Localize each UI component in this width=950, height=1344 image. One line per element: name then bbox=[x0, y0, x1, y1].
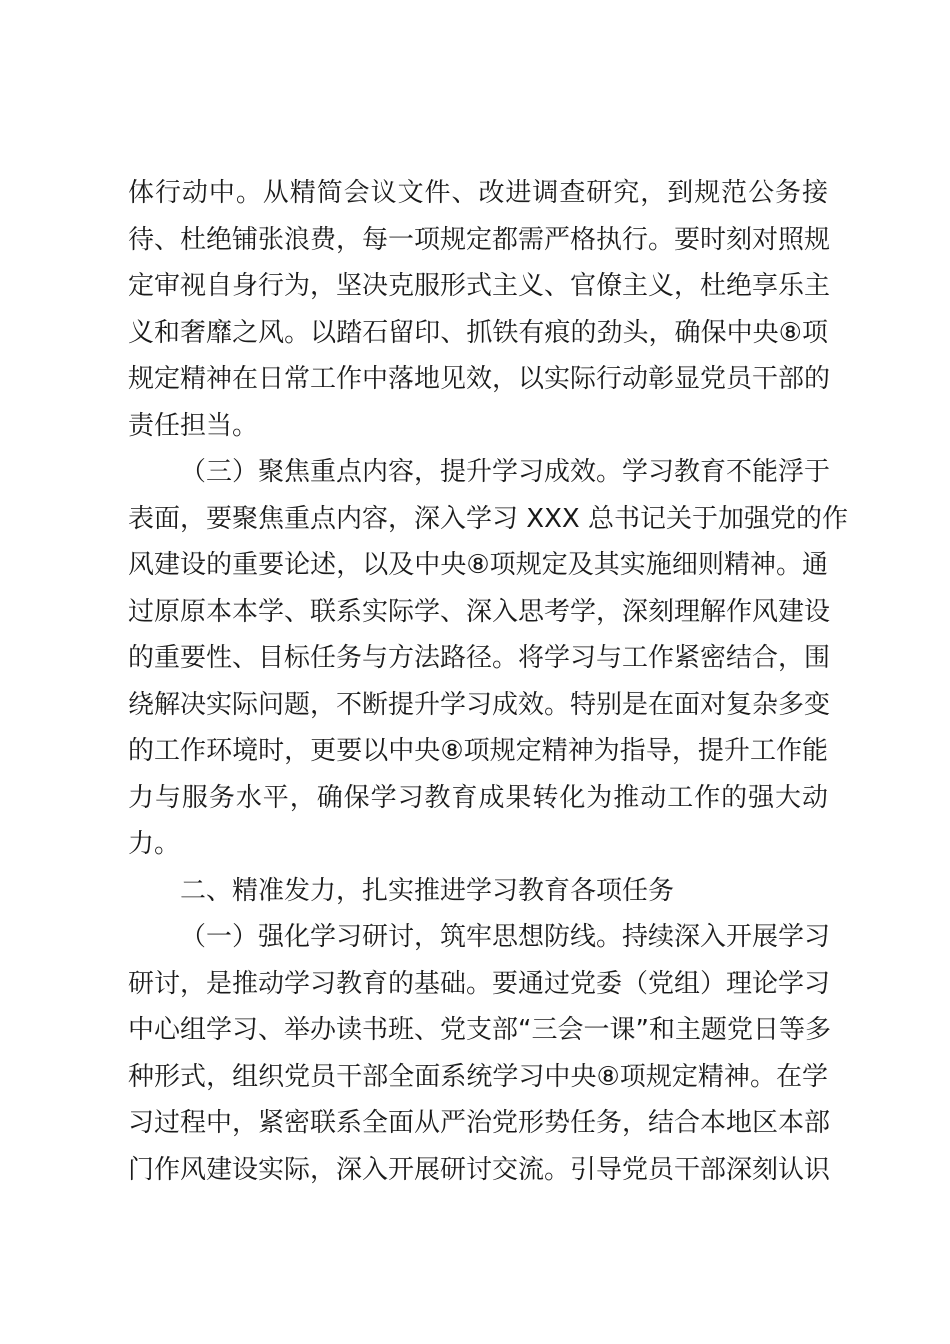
text-line: 种形式，组织党员干部全面系统学习中央⑧项规定精神。在学 bbox=[128, 1061, 828, 1092]
paragraph-section-three bbox=[128, 449, 848, 868]
text-line: （三）聚焦重点内容，提升学习成效。学习教育不能浮于 bbox=[180, 457, 831, 487]
text-line: 义和奢靡之风。以踏石留印、抓铁有痕的劲头，确保中央⑧项 bbox=[128, 317, 828, 348]
text-line: 表面，要聚焦重点内容，深入学习 XXX 总书记关于加强党的作 bbox=[128, 503, 848, 534]
text-line: （一）强化学习研讨，筑牢思想防线。持续深入开展学习 bbox=[180, 922, 831, 952]
section-heading-two bbox=[128, 868, 828, 915]
text-line: 风建设的重要论述，以及中央⑧项规定及其实施细则精神。通 bbox=[128, 550, 828, 580]
paragraph-conduct-rules bbox=[128, 170, 831, 449]
paragraph-section-one bbox=[128, 914, 831, 1193]
text-line: 研讨，是推动学习教育的基础。要通过党委（党组）理论学习 bbox=[128, 968, 831, 999]
text-line: 中心组学习、举办读书班、党支部“三会一课”和主题党日等多 bbox=[128, 1015, 831, 1045]
text-line: 责任担当。 bbox=[128, 410, 259, 441]
text-line: 定审视自身行为，坚决克服形式主义、官僚主义，杜绝享乐主 bbox=[128, 271, 831, 301]
text-line: 门作风建设实际，深入开展研讨交流。引导党员干部深刻认识 bbox=[128, 1154, 831, 1185]
text-line: 体行动中。从精简会议文件、改进调查研究，到规范公务接 bbox=[128, 178, 828, 208]
text-line: 力与服务水平，确保学习教育成果转化为推动工作的强大动 bbox=[128, 782, 828, 813]
document-body bbox=[128, 170, 848, 1193]
text-line: 习过程中，紧密联系全面从严治党形势任务，结合本地区本部 bbox=[128, 1108, 831, 1138]
text-line: 规定精神在日常工作中落地见效，以实际行动彰显党员干部的 bbox=[128, 364, 831, 394]
text-line: 过原原本本学、联系实际学、深入思考学，深刻理解作风建设 bbox=[128, 596, 831, 627]
heading-line: 二、精准发力，扎实推进学习教育各项任务 bbox=[180, 875, 675, 906]
text-line: 待、杜绝铺张浪费，每一项规定都需严格执行。要时刻对照规 bbox=[128, 224, 831, 255]
text-line: 的工作环境时，更要以中央⑧项规定精神为指导，提升工作能 bbox=[128, 736, 828, 766]
text-line: 绕解决实际问题，不断提升学习成效。特别是在面对复杂多变 bbox=[128, 689, 831, 720]
text-line: 的重要性、目标任务与方法路径。将学习与工作紧密结合，围 bbox=[128, 643, 831, 673]
text-line: 力。 bbox=[128, 829, 181, 859]
